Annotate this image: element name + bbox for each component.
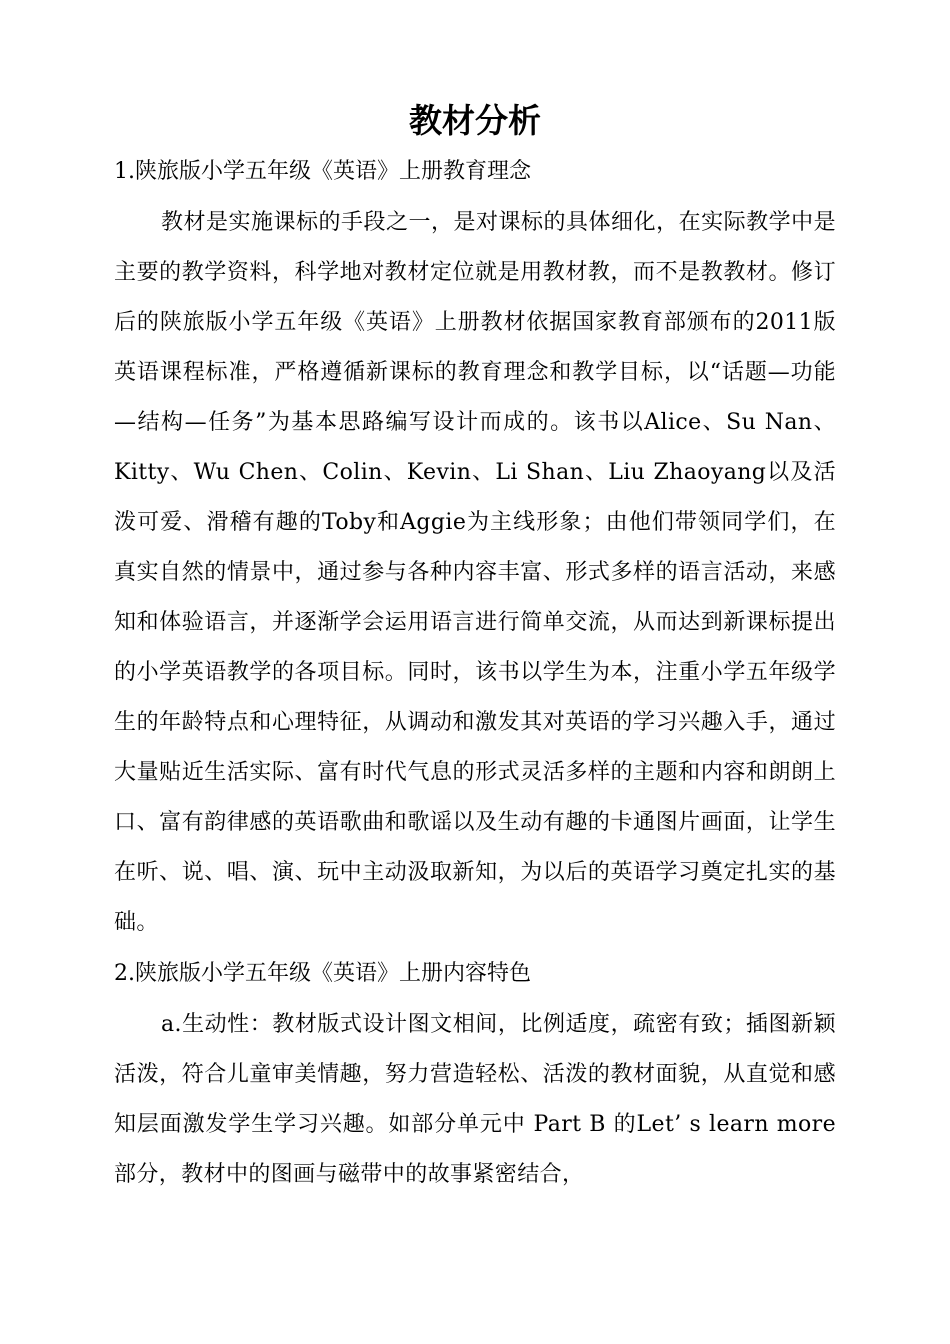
section-2-paragraph: a.生动性：教材版式设计图文相间，比例适度，疏密有致；插图新颖活泼，符合儿童审美情趣，努力营造轻松、活泼的教材面貌，从直觉和感知层面激发学生学习兴趣。如部分单元中 Part B 的Let’ s learn more 部分，教材中的图画与磁带中的故事紧密结合，: [114, 1012, 836, 1187]
document-title: 教材分析: [409, 101, 541, 140]
document-body: [114, 146, 836, 1200]
section-2-heading: 2.陕旅版小学五年级《英语》上册内容特色: [114, 961, 531, 986]
section-1-heading: 1.陕旅版小学五年级《英语》上册教育理念: [114, 159, 531, 184]
section-1-paragraph: 教材是实施课标的手段之一，是对课标的具体细化，在实际教学中是主要的教学资料，科学地对教材定位就是用教材教，而不是教教材。修订后的陕旅版小学五年级《英语》上册教材依据国家教育部颁布的2011版英语课程标准，严格遵循新课标的教育理念和教学目标，以“话题—功能—结构—任务”为基本思路编写设计而成的。该书以Alice、Su Nan、Kitty、Wu Chen、Colin、Kevin、Li Shan、Liu Zhaoyang以及活泼可爱、滑稽有趣的Toby和Aggie为主线形象；由他们带领同学们，在真实自然的情景中，通过参与各种内容丰富、形式多样的语言活动，来感知和体验语言，并逐渐学会运用语言进行简单交流，从而达到新课标提出的小学英语教学的各项目标。同时，该书以学生为本，注重小学五年级学生的年龄特点和心理特征，从调动和激发其对英语的学习兴趣入手，通过大量贴近生活实际、富有时代气息的形式灵活多样的主题和内容和朗朗上口、富有韵律感的英语歌曲和歌谣以及生动有趣的卡通图片画面，让学生在听、说、唱、演、玩中主动汲取新知，为以后的英语学习奠定扎实的基础。: [114, 210, 836, 935]
